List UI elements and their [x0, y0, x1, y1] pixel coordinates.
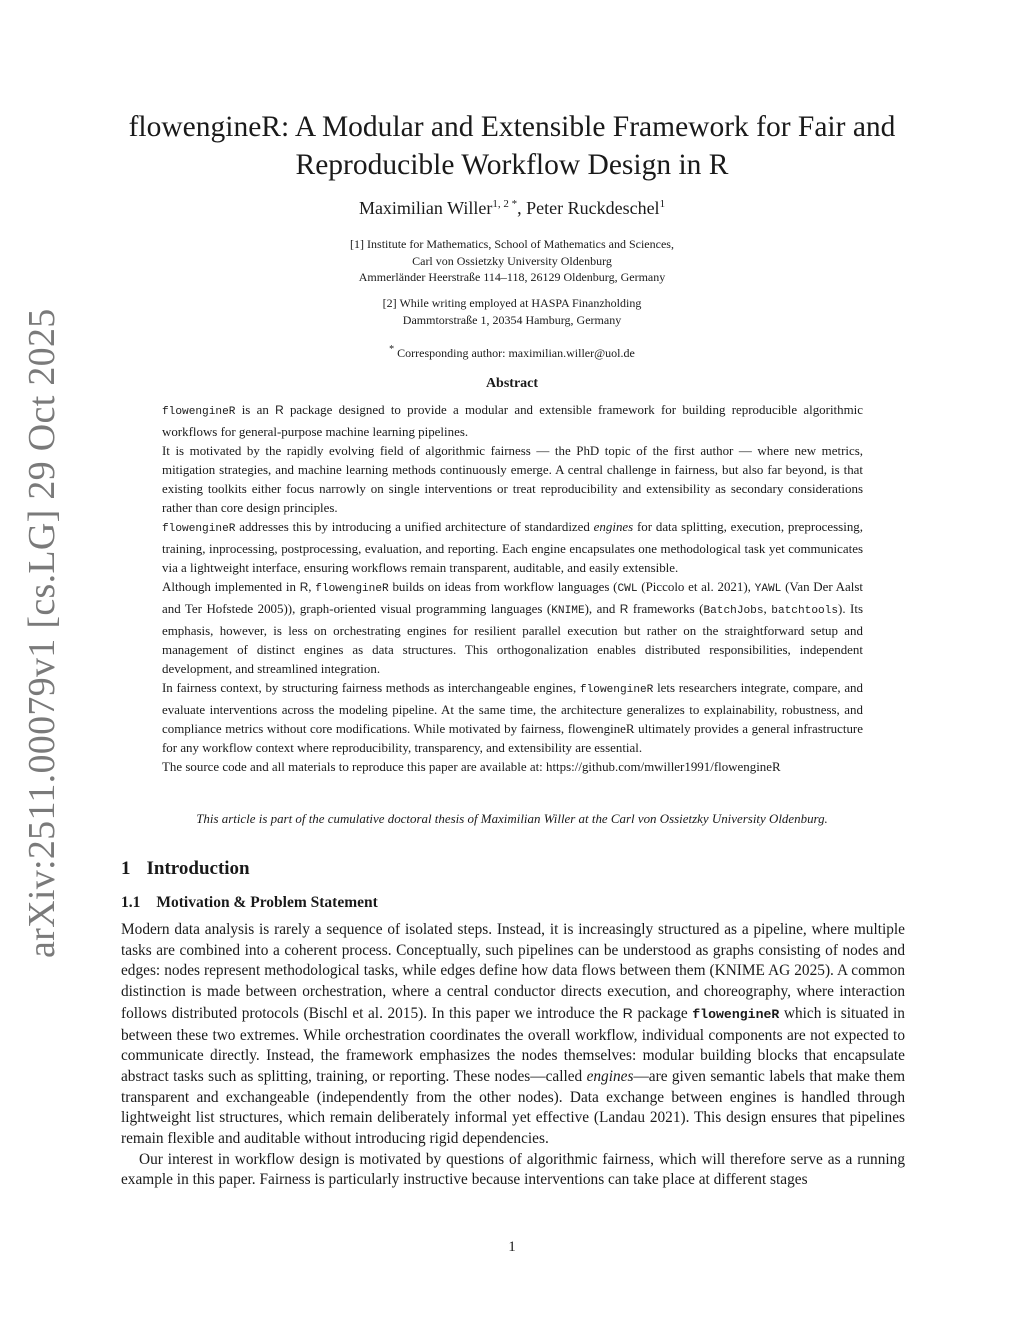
emphasis-engines: engines [586, 1067, 634, 1085]
affiliation-1 [100, 236, 924, 286]
text-span: package designed to provide a modular and extensible framework for building reproducible algorithmic workflows for general-purpose machine learning pipelines. [162, 402, 864, 439]
package-name: flowengineR [162, 406, 236, 418]
affiliation-line: [2] While writing employed at HASPA Finanzholding [382, 296, 642, 310]
text-span: , [308, 579, 316, 594]
paper-title-line-2: Reproducible Workflow Design in R [295, 149, 729, 181]
abstract-heading: Abstract [485, 376, 539, 391]
text-span: which is situated in between these two extremes. While orchestration coordinates the overall workflow, individual components are not expected to communicate directly. Instead, the framework emphasizes the nodes themselves: modular building blocks that encapsulate abstract tasks such as splitting, training, or reporting. These nodes—called [121, 1004, 905, 1085]
package-name: flowengineR [315, 583, 389, 595]
text-span: ), and [584, 601, 620, 616]
text-span: package [632, 1004, 693, 1022]
body-text [121, 920, 905, 1191]
author-affiliation-marker: 1, 2 * [492, 198, 518, 210]
package-name: flowengineR [692, 1006, 780, 1022]
package-name: flowengineR [162, 523, 236, 535]
abstract-source-code-link[interactable]: The source code and all materials to reproduce this paper are available at: https://github.com/mwiller1991/flowengineR [162, 759, 781, 774]
code-yawl: YAWL [754, 583, 782, 595]
abstract-paragraph: It is motivated by the rapidly evolving field of algorithmic fairness — the PhD topic of the first author — where new metrics, mitigation strategies, and machine learning methods continuously emerge. A central challenge in fairness, but also far beyond, is that existing toolkits either focus narrowly on single interventions or treat reproducibility and extensibility as secondary considerations rather than core design principles. [162, 443, 863, 515]
emphasis-engines: engines [593, 519, 634, 534]
text-span: —are given semantic labels that make them transparent and exchangeable (independently from the other nodes). Data exchange between engines is handled through lightweight list structures, which remain deliberately informal yet effective (Landau 2021). This design ensures that pipelines remain flexible and auditable without introducing rigid dependencies. [121, 1067, 906, 1148]
corresponding-text: Corresponding author: maximilian.willer@uol.de [394, 346, 635, 360]
body-paragraph [121, 920, 905, 1150]
text-span: addresses this by introducing a unified architecture of standardized [235, 519, 594, 534]
text-span: ). Its emphasis, however, is less on orchestrating engines for resilient parallel execution but rather on the straightforward setup and management of distinct engines as data structures. This orthogonalization enables distributed responsibilities, independent development, and streamlined integration. [162, 601, 863, 676]
author-name: Maximilian Willer [358, 198, 493, 218]
author-name: Peter Ruckdeschel [526, 198, 660, 218]
corresponding-author-note [100, 342, 924, 362]
paper-title [100, 108, 924, 184]
code-batchjobs: BatchJobs [703, 605, 764, 617]
affiliation-line: Dammtorstraße 1, 20354 Hamburg, Germany [402, 312, 622, 327]
author-affiliation-marker: 1 [659, 198, 666, 210]
text-span: is an [235, 402, 276, 417]
section-heading [121, 858, 250, 880]
author-separator: , [517, 198, 527, 218]
text-span: Modern data analysis is rarely a sequence of isolated steps. Instead, it is increasingly structured as a pipeline, where multiple tasks are combined into a coherent process. Conceptually, such pipelines can be understood as graphs consisting of nodes and edges: nodes represent methodological tasks, while edges define how data flows between them (KNIME AG 2025). A common distinction is made between orchestration, where a central conductor directs execution, and choreography, where interaction follows distributed protocols (Bischl et al. 2015). In this paper we introduce the [121, 921, 905, 1022]
code-batchtools: batchtools [771, 605, 839, 617]
text-span: for data splitting, execution, preprocessing, training, inprocessing, postprocessing, evaluation, and reporting. Each engine encapsulates one methodological task yet communicates via a lightweight interface, ensuring workflows remain transparent, auditable, and easily extensible. [162, 519, 863, 575]
thesis-note: This article is part of the cumulative doctoral thesis of Maximilian Willer at the Carl von Ossietzky University Oldenburg. [196, 811, 828, 826]
code-cwl: CWL [617, 583, 638, 595]
text-span: In fairness context, by structuring fairness methods as interchangeable engines, [162, 680, 580, 695]
abstract-paragraph [162, 678, 863, 757]
code-knime: KNIME [551, 605, 585, 617]
subsection-title: Motivation & Problem Statement [156, 894, 378, 911]
section-number: 1 [121, 858, 131, 879]
paper-title-line-1: flowengineR: A Modular and Extensible Framework for Fair and [128, 111, 896, 143]
text-span: frameworks ( [628, 601, 704, 616]
arxiv-identifier-stamp: arXiv:2511.00079v1 [cs.LG] 29 Oct 2025 [21, 308, 63, 958]
text-span: lets researchers integrate, compare, and evaluate interventions across the modeling pipeline. At the same time, the architecture generalizes to explainability, robustness, and compliance metrics without core modifications. While motivated by fairness, flowengineR ultimately provides a general infrastructure for any workflow context where reproducibility, transparency, and extensibility are essential. [162, 680, 863, 755]
subsection-heading [121, 894, 378, 912]
corresponding-marker: * [389, 344, 395, 355]
abstract-paragraph [162, 577, 863, 678]
affiliation-line: Ammerländer Heerstraße 114–118, 26129 Oldenburg, Germany [358, 270, 666, 284]
text-span: , [763, 601, 772, 616]
abstract-paragraph [162, 517, 863, 577]
r-language-name: R [299, 580, 309, 594]
package-name: flowengineR [579, 684, 654, 696]
section-title: Introduction [146, 858, 250, 879]
affiliation-2 [100, 295, 924, 328]
text-span: builds on ideas from workflow languages ( [388, 579, 618, 594]
affiliation-line: Carl von Ossietzky University Oldenburg [412, 253, 612, 268]
body-paragraph: Our interest in workflow design is motivated by questions of algorithmic fairness, which will therefore serve as a running example in this paper. Fairness is particularly instructive because interventions can take place at different stages [121, 1150, 905, 1189]
subsection-number: 1.1 [121, 894, 141, 911]
r-language-name: R [622, 1004, 633, 1021]
r-language-name: R [619, 602, 629, 616]
abstract-paragraph [162, 400, 863, 441]
affiliation-line: [1] Institute for Mathematics, School of Mathematics and Sciences, [350, 237, 674, 251]
text-span: (Piccolo et al. 2021), [637, 579, 755, 594]
author-list [100, 198, 924, 219]
r-language-name: R [275, 403, 284, 417]
page-number: 1 [508, 1239, 516, 1255]
text-span: Although implemented in [162, 579, 300, 594]
abstract-body [162, 400, 863, 776]
text-span: (Van Der Aalst and Ter Hofstede 2005)), graph-oriented visual programming languages ( [162, 579, 863, 616]
